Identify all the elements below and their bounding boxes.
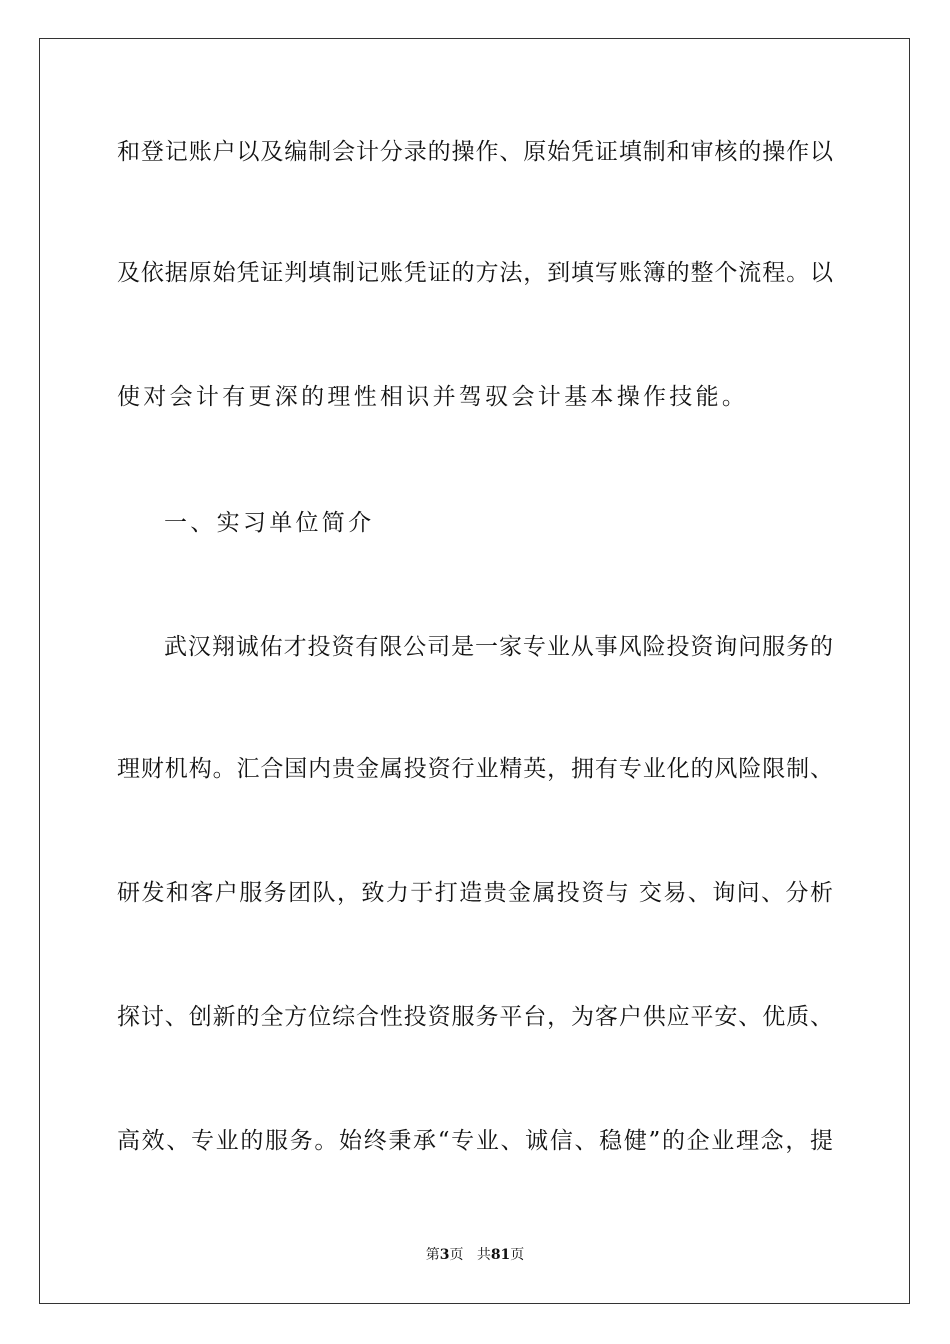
section-heading: 一、实习单位简介 bbox=[164, 510, 375, 536]
footer-total-prefix: 共 bbox=[476, 1247, 491, 1263]
page-footer bbox=[0, 1246, 950, 1264]
body-line-9: 高效、专业的服务。始终秉承“专业、诚信、稳健”的企业理念，提 bbox=[117, 1128, 833, 1154]
body-line-5: 武汉翔诚佑才投资有限公司是一家专业从事风险投资询问服务的 bbox=[164, 634, 833, 660]
body-line-6: 理财机构。汇合国内贵金属投资行业精英，拥有专业化的风险限制、 bbox=[117, 756, 833, 782]
body-line-3: 使对会计有更深的理性相识并驾驭会计基本操作技能。 bbox=[117, 384, 749, 410]
footer-prefix: 第 bbox=[425, 1247, 440, 1263]
body-line-1: 和登记账户以及编制会计分录的操作、原始凭证填制和审核的操作以 bbox=[117, 139, 833, 165]
footer-total-pages: 81 bbox=[490, 1247, 511, 1263]
footer-page-number: 3 bbox=[439, 1247, 450, 1263]
body-line-2: 及依据原始凭证判填制记账凭证的方法，到填写账簿的整个流程。以 bbox=[117, 260, 833, 286]
footer-page-suffix: 页 bbox=[449, 1247, 464, 1263]
footer-total-suffix: 页 bbox=[510, 1247, 525, 1263]
body-line-8: 探讨、创新的全方位综合性投资服务平台，为客户供应平安、优质、 bbox=[117, 1004, 833, 1030]
body-line-7: 研发和客户服务团队，致力于打造贵金属投资与 交易、询问、分析 bbox=[117, 880, 833, 906]
page-border bbox=[39, 38, 910, 1304]
